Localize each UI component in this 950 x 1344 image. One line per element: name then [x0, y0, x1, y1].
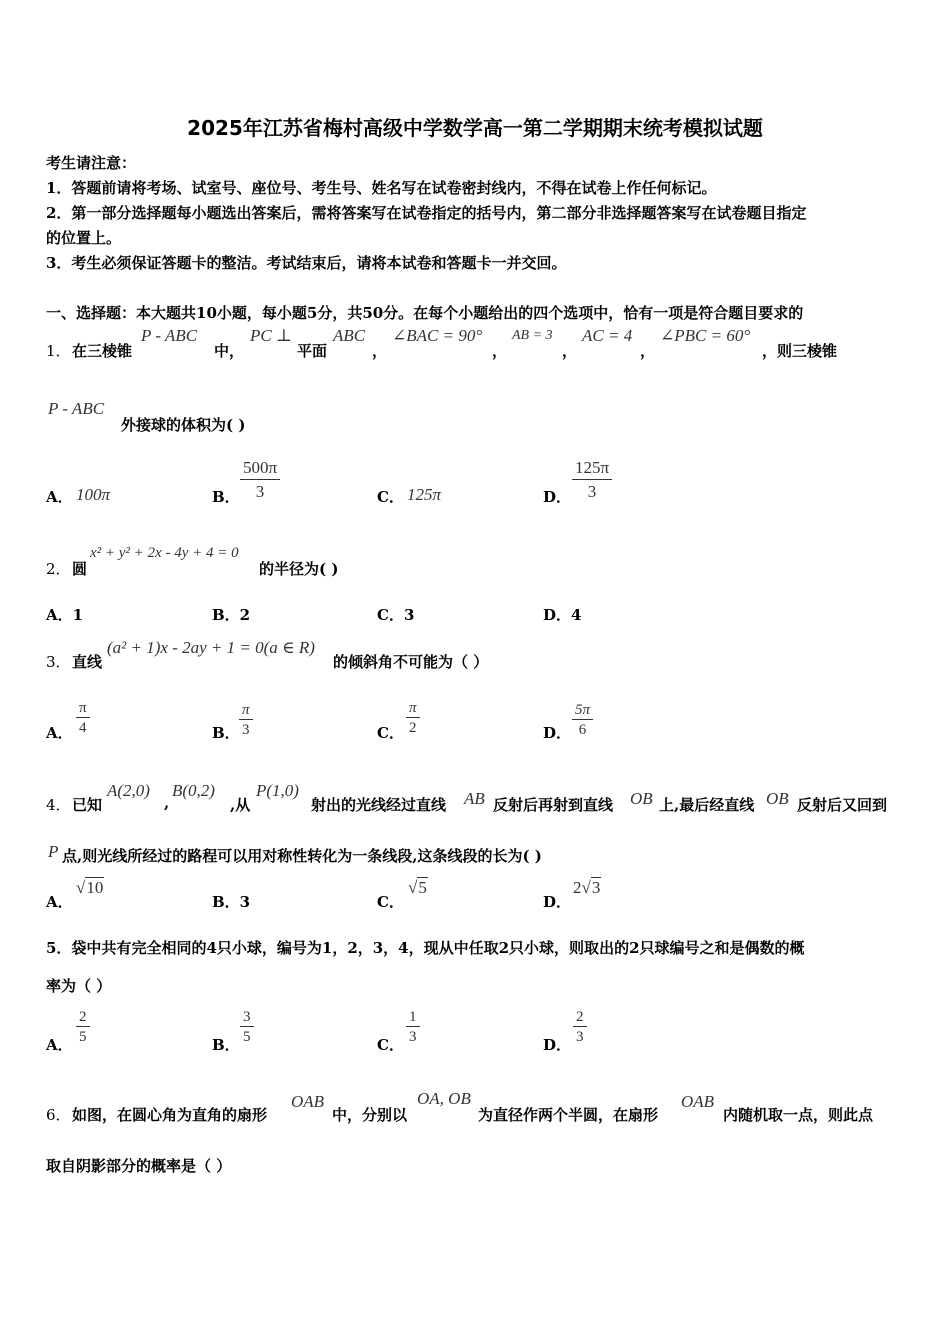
question-number: 6． [46, 1106, 71, 1124]
option-c-fraction [406, 1008, 420, 1047]
option-d-label: D． [543, 488, 572, 506]
question-text: 中， [214, 342, 245, 360]
question-text: 的倾斜角不可能为（ ） [333, 653, 489, 671]
math-expr: P - ABC [141, 326, 198, 345]
question-text: ， [492, 342, 508, 360]
math-expr: ∠PBC = 60° [660, 326, 751, 345]
question-text: 直线 [72, 653, 103, 671]
question-text: ， [640, 342, 656, 360]
math-expr: OAB [681, 1092, 715, 1111]
question-text: ， [562, 342, 578, 360]
math-expr: AB = 3 [512, 328, 553, 343]
option-a-label: A． [46, 488, 73, 506]
fraction-numerator: 2 [573, 1008, 587, 1027]
question-text: 外接球的体积为( ) [121, 416, 246, 434]
notice-item: 1．答题前请将考场、试室号、座位号、考生号、姓名写在试卷密封线内，不得在试卷上作任何标记。 [46, 179, 717, 197]
question-text: ,从 [230, 796, 251, 814]
option-d-label: D． [543, 724, 572, 742]
option-d-fraction [572, 457, 612, 504]
option-b-label: B． [212, 1036, 240, 1054]
math-expr: P - ABC [48, 399, 105, 418]
math-expr: P(1,0) [256, 781, 299, 800]
option-c-sqrt: √5 [408, 878, 427, 897]
fraction-denominator: 3 [587, 482, 597, 501]
fraction-numerator: 5π [572, 701, 593, 720]
question-text: 反射后再射到直线 [493, 796, 614, 814]
option-d-sqrt: 2√3 [573, 878, 601, 897]
option-c-value: 125π [407, 485, 442, 504]
radicand: 10 [86, 878, 104, 897]
option-d-label: D． [543, 1036, 572, 1054]
fraction-numerator: 2 [76, 1008, 90, 1027]
option-a-sqrt: √10 [76, 878, 104, 897]
option-a-value: 100π [76, 485, 111, 504]
option-c-label: C． [377, 724, 404, 742]
fraction-denominator: 2 [409, 720, 417, 736]
fraction-numerator: 3 [240, 1008, 254, 1027]
option-c: C．3 [377, 606, 415, 624]
option-a-fraction [76, 699, 90, 738]
question-number: 4． [46, 796, 71, 814]
question-text: 已知 [72, 796, 103, 814]
math-expr: P [48, 842, 59, 861]
section-heading: 一、选择题：本大题共10小题，每小题5分，共50分。在每个小题给出的四个选项中，恰有一项是符合题目要求的 [46, 304, 804, 322]
fraction-numerator: 500π [240, 457, 280, 480]
fraction-numerator: π [406, 699, 420, 718]
option-b-fraction [239, 701, 253, 740]
option-d: D．4 [543, 606, 582, 624]
math-expr: A(2,0) [107, 781, 150, 800]
fraction-denominator: 5 [79, 1029, 87, 1045]
question-text: 中，分别以 [332, 1106, 408, 1124]
option-a-fraction [76, 1008, 90, 1047]
option-c-label: C． [377, 488, 404, 506]
question-text: ， [372, 342, 388, 360]
question-text: 取自阴影部分的概率是（ ） [46, 1157, 232, 1175]
question-text: 5．袋中共有完全相同的4只小球，编号为1，2，3，4，现从中任取2只小球，则取出的2只球编号之和是偶数的概 [46, 939, 805, 957]
question-text: 点,则光线所经过的路程可以用对称性转化为一条线段,这条线段的长为( ) [62, 847, 542, 865]
option-a-label: A． [46, 1036, 73, 1054]
radicand: 3 [591, 878, 601, 897]
fraction-denominator: 4 [79, 720, 87, 736]
option-a-label: A． [46, 724, 73, 742]
notice-heading: 考生请注意： [46, 154, 137, 172]
page-title: 2025年江苏省梅村高级中学数学高一第二学期期末统考模拟试题 [187, 116, 763, 140]
math-expr: PC ⊥ [250, 326, 292, 345]
question-text: 反射后又回到 [797, 796, 888, 814]
option-d-label: D． [543, 893, 572, 911]
coefficient: 2 [573, 878, 582, 897]
fraction-denominator: 3 [242, 722, 250, 738]
math-expr: B(0,2) [172, 781, 215, 800]
question-number: 1． [46, 342, 71, 360]
option-b-label: B． [212, 724, 240, 742]
option-b-label: B． [212, 488, 240, 506]
question-text: 的半径为( ) [259, 560, 339, 578]
question-text: 上,最后经直线 [659, 796, 755, 814]
math-expr: OB [630, 789, 653, 808]
math-expr: AC = 4 [582, 326, 633, 345]
math-expr: x² + y² + 2x - 4y + 4 = 0 [90, 545, 239, 561]
question-text: 如图，在圆心角为直角的扇形 [72, 1106, 268, 1124]
option-c-fraction [406, 699, 420, 738]
option-a: A．1 [46, 606, 84, 624]
fraction-denominator: 5 [243, 1029, 251, 1045]
question-text: 射出的光线经过直线 [311, 796, 447, 814]
question-number: 3． [46, 653, 71, 671]
question-text: 率为（ ） [46, 977, 112, 995]
math-expr: OB [766, 789, 789, 808]
notice-item: 3．考生必须保证答题卡的整洁。考试结束后，请将本试卷和答题卡一并交回。 [46, 254, 567, 272]
question-text: 内随机取一点，则此点 [723, 1106, 874, 1124]
question-text: 圆 [72, 560, 88, 578]
question-text: , [164, 794, 170, 812]
question-text: ，则三棱锥 [762, 342, 838, 360]
fraction-denominator: 3 [576, 1029, 584, 1045]
fraction-numerator: 125π [572, 457, 612, 480]
math-expr: OA, OB [417, 1089, 471, 1108]
question-text: 平面 [297, 342, 328, 360]
option-c-label: C． [377, 1036, 404, 1054]
math-expr: (a² + 1)x - 2ay + 1 = 0(a ∈ R) [107, 638, 315, 657]
fraction-numerator: π [239, 701, 253, 720]
fraction-denominator: 3 [255, 482, 265, 501]
question-text: 在三棱锥 [72, 342, 133, 360]
option-d-fraction [573, 1008, 587, 1047]
fraction-numerator: 1 [406, 1008, 420, 1027]
option-b: B．2 [212, 606, 251, 624]
fraction-numerator: π [76, 699, 90, 718]
option-a-label: A． [46, 893, 73, 911]
fraction-denominator: 3 [409, 1029, 417, 1045]
notice-item: 2．第一部分选择题每小题选出答案后，需将答案写在试卷指定的括号内，第二部分非选择题答案写在试卷题目指定 [46, 204, 807, 222]
math-expr: ABC [333, 326, 366, 345]
math-expr: ∠BAC = 90° [392, 326, 483, 345]
notice-item: 的位置上。 [46, 229, 122, 247]
option-b-fraction [240, 1008, 254, 1047]
math-expr: AB [464, 789, 485, 808]
fraction-denominator: 6 [578, 722, 587, 738]
option-c-label: C． [377, 893, 404, 911]
option-d-fraction [572, 701, 593, 740]
question-number: 2． [46, 560, 71, 578]
question-text: 为直径作两个半圆，在扇形 [478, 1106, 659, 1124]
option-b: B．3 [212, 893, 251, 911]
option-b-fraction [240, 457, 280, 504]
radicand: 5 [418, 878, 427, 897]
math-expr: OAB [291, 1092, 325, 1111]
